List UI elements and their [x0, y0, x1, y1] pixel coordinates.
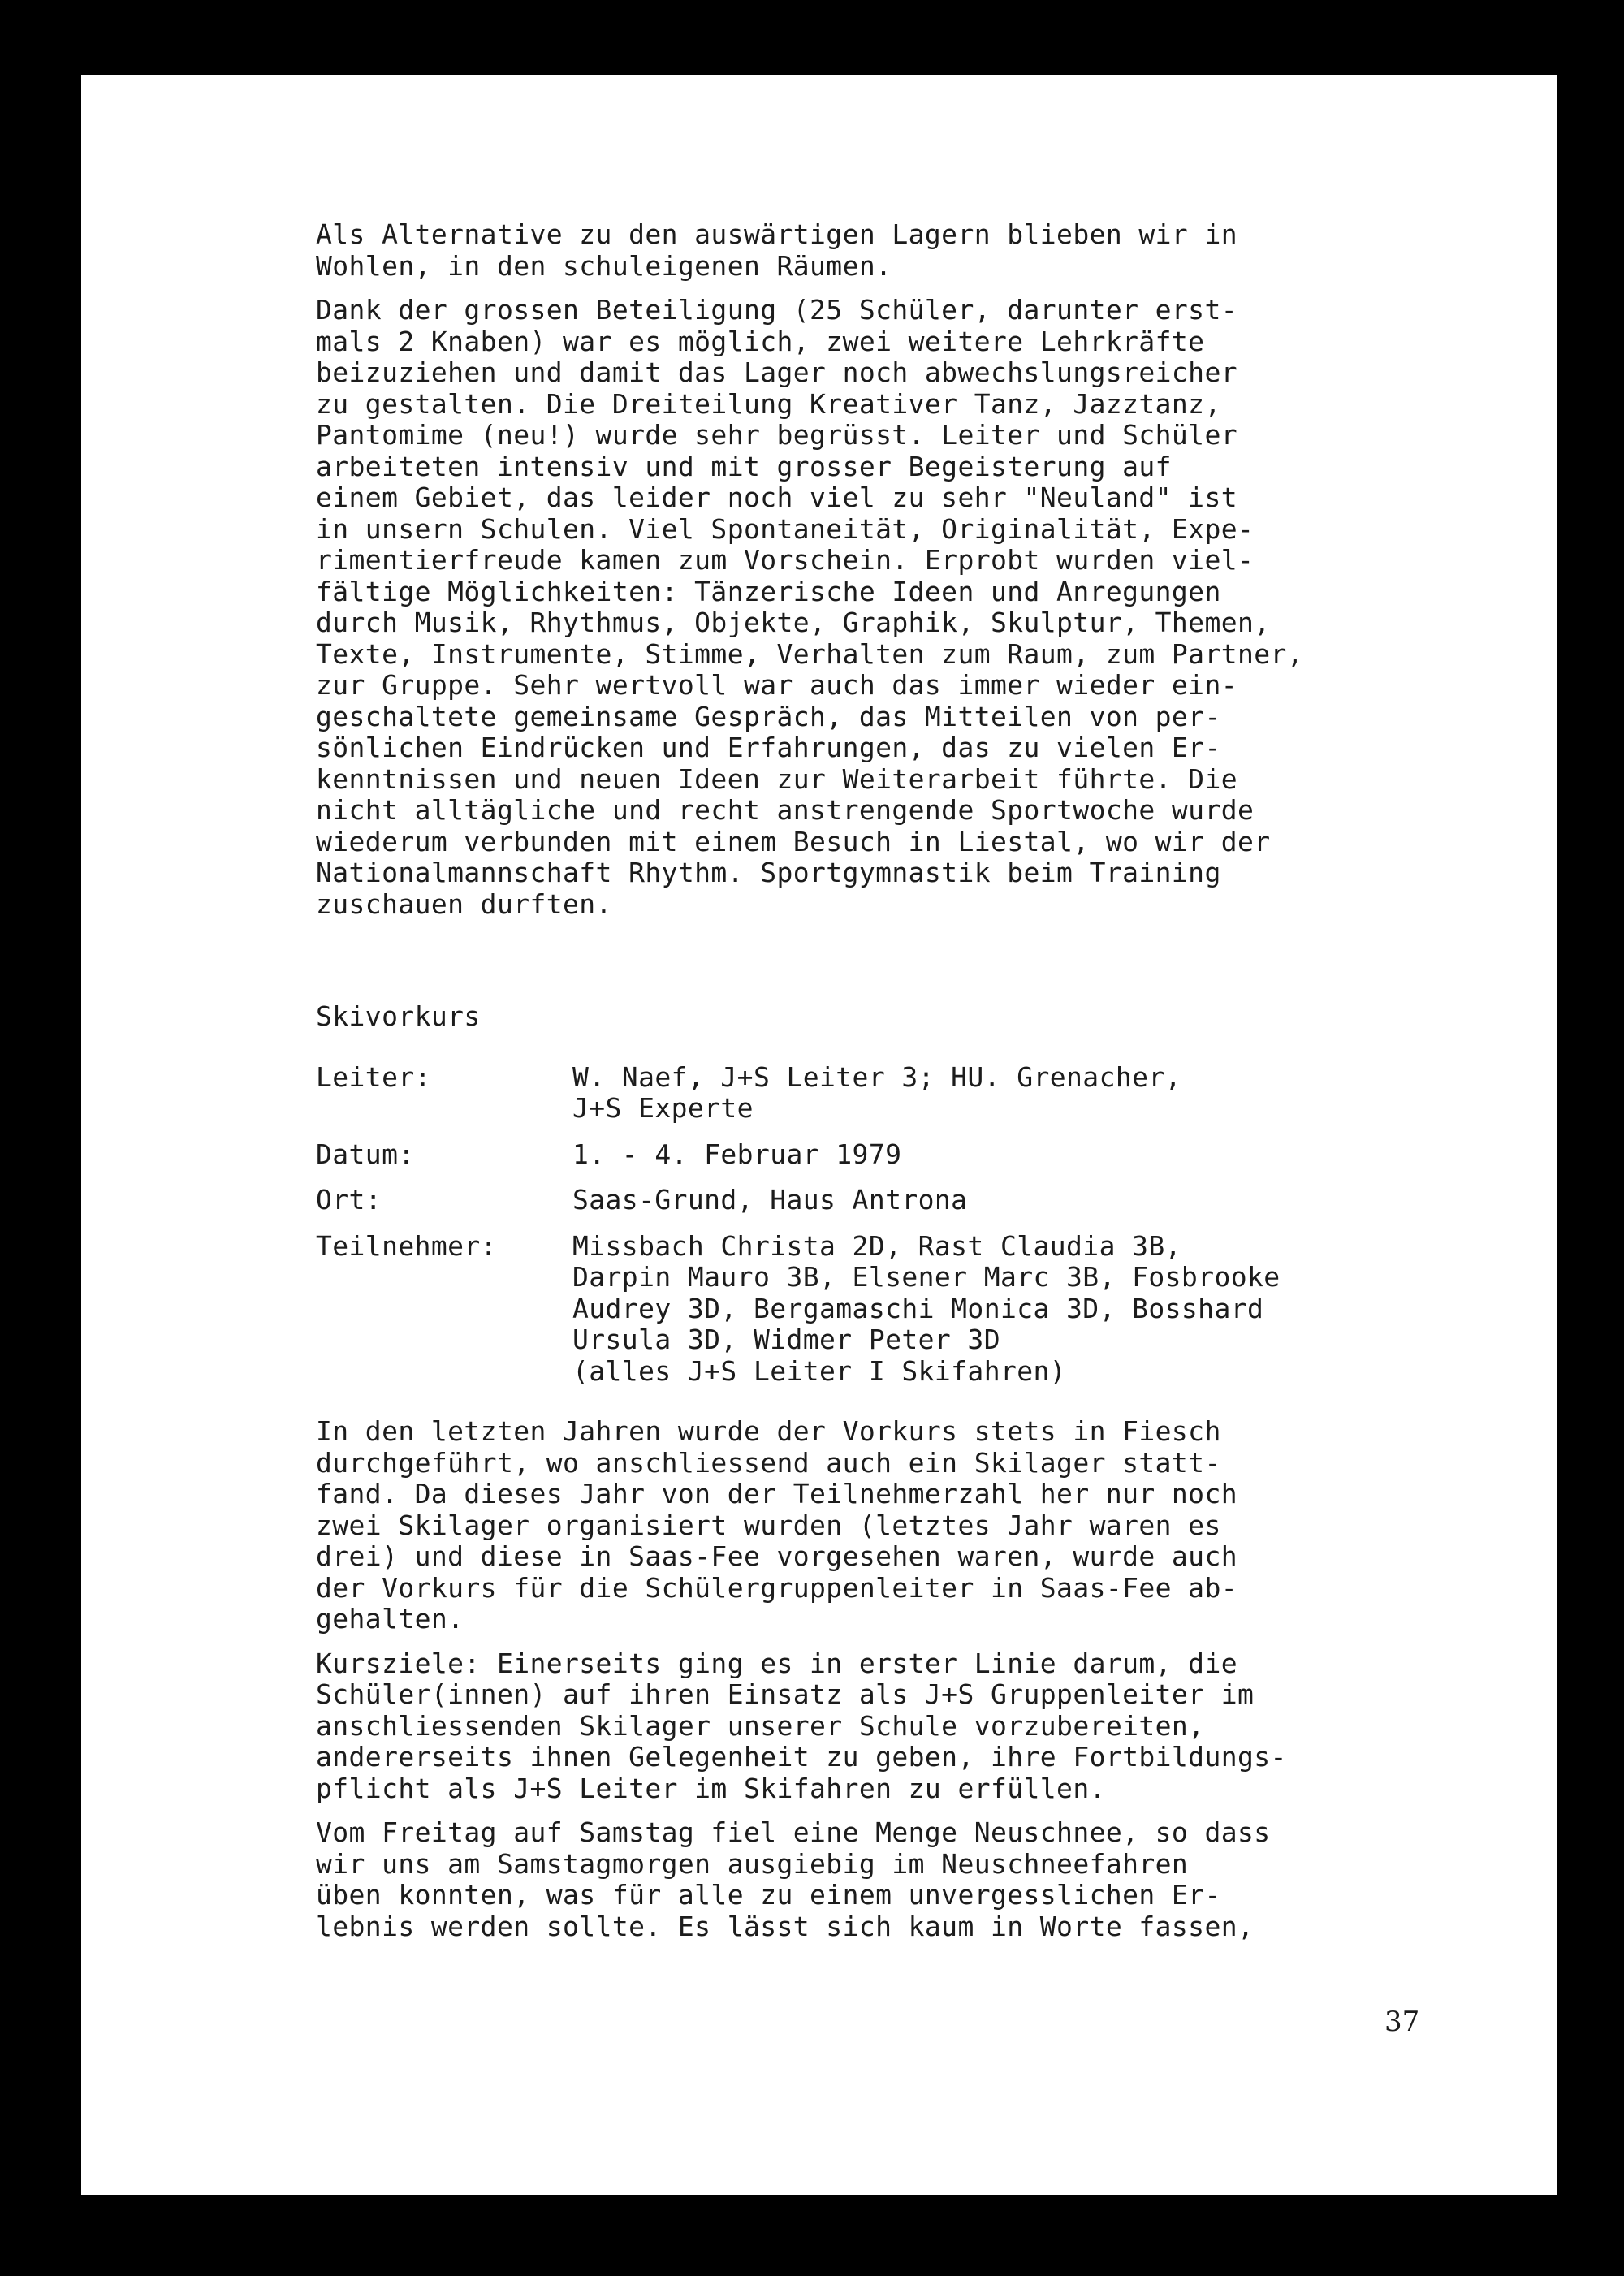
paragraph-vorkurs [316, 1416, 1501, 1635]
paragraph-alternative [316, 219, 1501, 282]
row-value [572, 1062, 1501, 1125]
text-line: beizuziehen und damit das Lager noch abwechslungsreicher [316, 356, 1237, 388]
text-line: pflicht als J+S Leiter im Skifahren zu erfüllen. [316, 1772, 1106, 1804]
text-line: fältige Möglichkeiten: Tänzerische Ideen und Anregungen [316, 575, 1221, 607]
text-line: kenntnissen und neuen Ideen zur Weiterarbeit führte. Die [316, 762, 1237, 795]
info-row-leiter [316, 1062, 1501, 1125]
row-value [572, 1231, 1501, 1388]
row-value [572, 1139, 1501, 1171]
text-line: üben konnten, was für alle zu einem unvergesslichen Er- [316, 1879, 1221, 1911]
info-row-ort [316, 1185, 1501, 1216]
row-label: Leiter: [316, 1060, 431, 1093]
text-line: wiederum verbunden mit einem Besuch in Liestal, wo wir der [316, 825, 1271, 857]
text-line: durchgeführt, wo anschliessend auch ein Skilager statt- [316, 1446, 1221, 1479]
page-number: 37 [1384, 2006, 1420, 2038]
text-line: lebnis werden sollte. Es lässt sich kaum in Worte fassen, [316, 1910, 1255, 1942]
text-line: Wohlen, in den schuleigenen Räumen. [316, 249, 892, 282]
text-line: andererseits ihnen Gelegenheit zu geben, ihre Fortbildungs- [316, 1741, 1287, 1773]
text-line: J+S Experte [572, 1092, 754, 1124]
text-line: Ursula 3D, Widmer Peter 3D [572, 1324, 1000, 1355]
text-line: Vom Freitag auf Samstag fiel eine Menge Neuschnee, so dass [316, 1816, 1271, 1848]
text-line: W. Naef, J+S Leiter 3; HU. Grenacher, [572, 1060, 1181, 1093]
text-line: 1. - 4. Februar 1979 [572, 1138, 902, 1170]
text-line: einem Gebiet, das leider noch viel zu sehr "Neuland" ist [316, 482, 1237, 513]
text-line: (alles J+S Leiter I Skifahren) [572, 1354, 1067, 1387]
text-line: der Vorkurs für die Schülergruppenleiter in Saas-Fee ab- [316, 1571, 1237, 1604]
text-line: geschaltete gemeinsame Gespräch, das Mitteilen von per- [316, 700, 1221, 732]
row-label: Teilnehmer: [316, 1229, 497, 1262]
text-line: Kursziele: Einerseits ging es in erster Linie darum, die [316, 1647, 1237, 1679]
text-line: Dank der grossen Beteiligung (25 Schüler, darunter erst- [316, 294, 1237, 326]
info-row-teilnehmer [316, 1231, 1501, 1388]
text-line: drei) und diese in Saas-Fee vorgesehen waren, wurde auch [316, 1540, 1237, 1572]
paragraph-neuschnee [316, 1817, 1501, 1942]
text-line: Nationalmannschaft Rhythm. Sportgymnastik beim Training [316, 857, 1221, 888]
text-line: Pantomime (neu!) wurde sehr begrüsst. Leiter und Schüler [316, 419, 1237, 451]
paragraph-kursziele [316, 1648, 1501, 1805]
text-line: Schüler(innen) auf ihren Einsatz als J+S Gruppenleiter im [316, 1678, 1255, 1710]
paragraph-lager-report [316, 295, 1501, 920]
info-row-datum [316, 1139, 1501, 1171]
text-line: Saas-Grund, Haus Antrona [572, 1184, 968, 1216]
row-value [572, 1185, 1501, 1216]
text-line: zu gestalten. Die Dreiteilung Kreativer Tanz, Jazztanz, [316, 387, 1221, 420]
text-line: zwei Skilager organisiert wurden (letztes Jahr waren es [316, 1509, 1221, 1541]
text-line: Darpin Mauro 3B, Elsener Marc 3B, Fosbrooke [572, 1261, 1281, 1293]
text-line: arbeiteten intensiv und mit grosser Begeisterung auf [316, 450, 1172, 482]
text-line: fand. Da dieses Jahr von der Teilnehmerzahl her nur noch [316, 1478, 1237, 1509]
text-line: zuschauen durften. [316, 888, 612, 920]
page-content [316, 219, 1501, 1942]
row-label: Ort: [316, 1184, 382, 1216]
text-line: sönlichen Eindrücken und Erfahrungen, das zu vielen Er- [316, 732, 1221, 763]
text-line: mals 2 Knaben) war es möglich, zwei weitere Lehrkräfte [316, 325, 1205, 357]
text-line: rimentierfreude kamen zum Vorschein. Erprobt wurden viel- [316, 544, 1255, 576]
text-line: in unsern Schulen. Viel Spontaneität, Originalität, Expe- [316, 512, 1255, 545]
text-line: gehalten. [316, 1603, 464, 1635]
document-page [81, 75, 1557, 2195]
text-line: Texte, Instrumente, Stimme, Verhalten zum Raum, zum Partner, [316, 637, 1304, 670]
section-title: Skivorkurs [316, 1000, 481, 1032]
text-line: Als Alternative zu den auswärtigen Lagern blieben wir in [316, 218, 1237, 250]
text-line: anschliessenden Skilager unserer Schule vorzubereiten, [316, 1709, 1205, 1742]
text-line: wir uns am Samstagmorgen ausgiebig im Neuschneefahren [316, 1847, 1189, 1880]
text-line: nicht alltägliche und recht anstrengende Sportwoche wurde [316, 794, 1255, 826]
text-line: durch Musik, Rhythmus, Objekte, Graphik, Skulptur, Themen, [316, 607, 1271, 638]
text-line: Audrey 3D, Bergamaschi Monica 3D, Bosshard [572, 1292, 1264, 1324]
row-label: Datum: [316, 1138, 415, 1170]
text-line: Missbach Christa 2D, Rast Claudia 3B, [572, 1229, 1181, 1262]
text-line: zur Gruppe. Sehr wertvoll war auch das immer wieder ein- [316, 669, 1237, 701]
text-line: In den letzten Jahren wurde der Vorkurs stets in Fiesch [316, 1415, 1221, 1447]
